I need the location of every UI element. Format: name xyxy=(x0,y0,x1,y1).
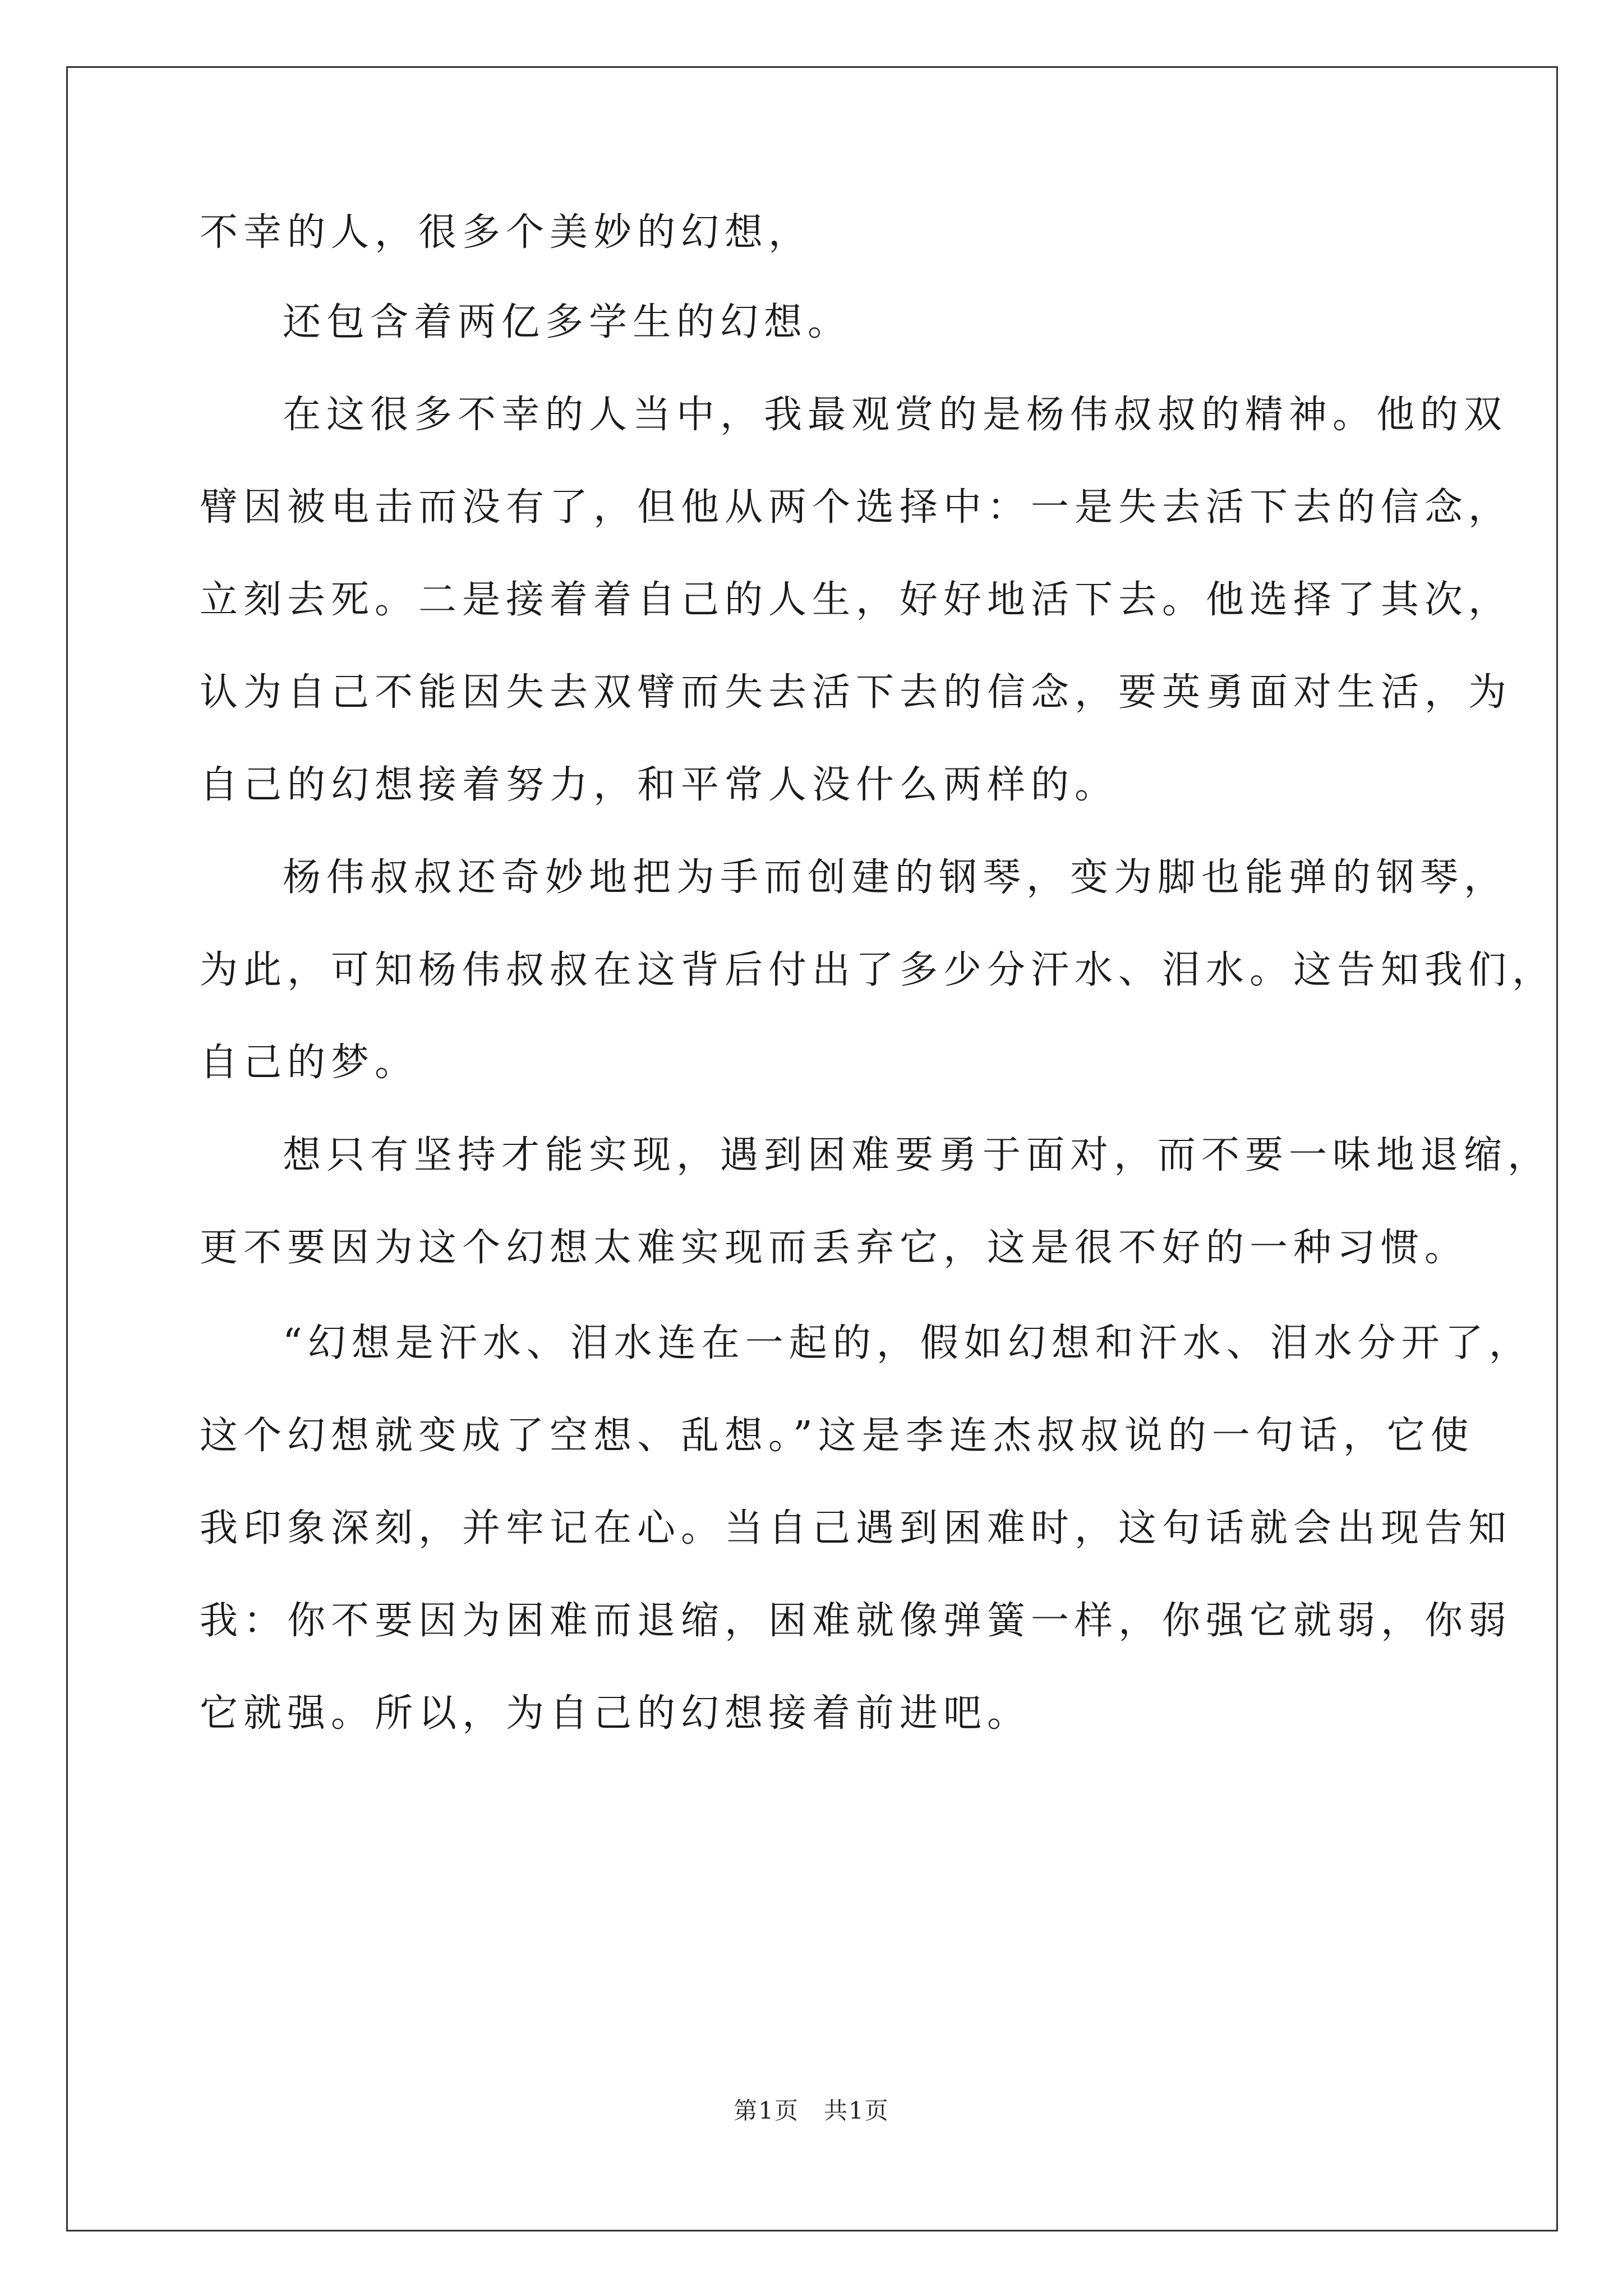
page-number: 第1页 xyxy=(734,2097,799,2124)
text-line: 不幸的人，很多个美妙的幻想， xyxy=(200,210,813,255)
text-line: 杨伟叔叔还奇妙地把为手而创建的钢琴，变为脚也能弹的钢琴， xyxy=(283,855,1508,900)
text-line: 想只有坚持才能实现，遇到困难要勇于面对，而不要一味地退缩， xyxy=(283,1133,1552,1177)
text-line: 自己的梦。 xyxy=(200,1041,419,1085)
text-line: 在这很多不幸的人当中，我最观赏的是杨伟叔叔的精神。他的双 xyxy=(283,393,1508,437)
text-line: 我印象深刻，并牢记在心。当自己遇到困难时，这句话就会出现告知 xyxy=(200,1506,1513,1550)
text-line: 认为自己不能因失去双臂而失去活下去的信念，要英勇面对生活，为 xyxy=(200,670,1513,715)
text-line: 还包含着两亿多学生的幻想。 xyxy=(283,300,852,344)
text-line: 更不要因为这个幻想太难实现而丢弃它，这是很不好的一种习惯。 xyxy=(200,1226,1469,1270)
text-line: 这个幻想就变成了空想、乱想。”这是李连杰叔叔说的一句话，它使 xyxy=(200,1414,1474,1458)
text-line: 它就强。所以，为自己的幻想接着前进吧。 xyxy=(200,1691,1031,1736)
text-line: 我：你不要因为困难而退缩，困难就像弹簧一样，你强它就弱，你弱 xyxy=(200,1599,1513,1643)
text-line: 立刻去死。二是接着着自己的人生，好好地活下去。他选择了其次， xyxy=(200,578,1513,622)
page-footer xyxy=(0,2092,1623,2126)
text-line: “幻想是汗水、泪水连在一起的，假如幻想和汗水、泪水分开了， xyxy=(283,1321,1533,1365)
page-total: 共1页 xyxy=(824,2097,889,2124)
text-line: 自己的幻想接着努力，和平常人没什么两样的。 xyxy=(200,763,1119,807)
text-line: 为此，可知杨伟叔叔在这背后付出了多少分汗水、泪水。这告知我们， xyxy=(200,948,1556,992)
text-line: 臂因被电击而没有了，但他从两个选择中：一是失去活下去的信念， xyxy=(200,485,1513,530)
